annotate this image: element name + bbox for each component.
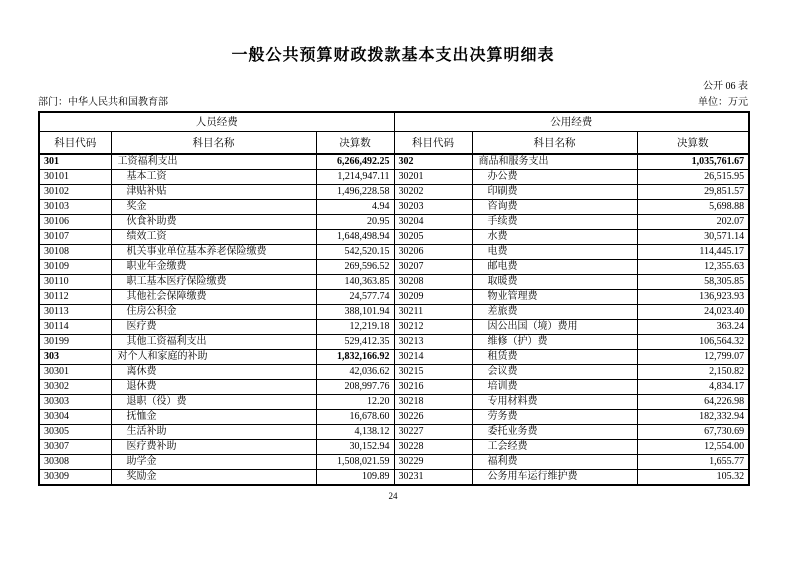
subject-name-header: 科目名称 [111, 131, 316, 154]
final-amount-header: 决算数 [316, 131, 394, 154]
subject-code-cell: 30209 [394, 290, 472, 305]
amount-cell: 106,564.32 [637, 335, 749, 350]
table-row [39, 185, 749, 200]
subject-code-cell: 301 [39, 154, 111, 170]
amount-cell: 26,515.95 [637, 170, 749, 185]
amount-cell: 140,363.85 [316, 275, 394, 290]
subject-name-cell: 培训费 [472, 380, 637, 395]
table-row [39, 440, 749, 455]
subject-name-cell: 基本工资 [111, 170, 316, 185]
subject-name-cell: 医疗费 [111, 320, 316, 335]
subject-name-cell: 取暖费 [472, 275, 637, 290]
subject-code-cell: 30114 [39, 320, 111, 335]
public-expenses-header: 公用经费 [394, 112, 749, 131]
unit-label: 单位：万元 [698, 97, 748, 108]
subject-name-cell: 印刷费 [472, 185, 637, 200]
page-number: 24 [388, 491, 398, 501]
subject-code-header: 科目代码 [394, 131, 472, 154]
subject-name-cell: 维修（护）费 [472, 335, 637, 350]
subject-name-cell: 奖金 [111, 200, 316, 215]
subject-name-cell: 物业管理费 [472, 290, 637, 305]
amount-cell: 208,997.76 [316, 380, 394, 395]
subject-code-cell: 302 [394, 154, 472, 170]
amount-cell: 269,596.52 [316, 260, 394, 275]
amount-cell: 1,035,761.67 [637, 154, 749, 170]
amount-cell: 30,152.94 [316, 440, 394, 455]
table-row [39, 275, 749, 290]
amount-cell: 4.94 [316, 200, 394, 215]
subject-code-cell: 30101 [39, 170, 111, 185]
amount-cell: 12.20 [316, 395, 394, 410]
subject-name-cell: 机关事业单位基本养老保险缴费 [111, 245, 316, 260]
subject-code-header: 科目代码 [39, 131, 111, 154]
subject-name-cell: 抚恤金 [111, 410, 316, 425]
subject-name-cell: 奖励金 [111, 470, 316, 486]
subject-name-cell: 租赁费 [472, 350, 637, 365]
amount-cell: 12,554.00 [637, 440, 749, 455]
subject-code-cell: 30112 [39, 290, 111, 305]
subject-code-cell: 30206 [394, 245, 472, 260]
amount-cell: 20.95 [316, 215, 394, 230]
subject-code-cell: 30308 [39, 455, 111, 470]
table-row [39, 410, 749, 425]
amount-cell: 12,219.18 [316, 320, 394, 335]
subject-code-cell: 30102 [39, 185, 111, 200]
amount-cell: 105.32 [637, 470, 749, 486]
subject-name-cell: 劳务费 [472, 410, 637, 425]
table-body [39, 154, 749, 485]
amount-cell: 24,023.40 [637, 305, 749, 320]
amount-cell: 182,332.94 [637, 410, 749, 425]
subject-name-cell: 邮电费 [472, 260, 637, 275]
amount-cell: 5,698.88 [637, 200, 749, 215]
subject-code-cell: 303 [39, 350, 111, 365]
subject-code-cell: 30205 [394, 230, 472, 245]
subject-name-header: 科目名称 [472, 131, 637, 154]
subject-code-cell: 30110 [39, 275, 111, 290]
subject-name-cell: 水费 [472, 230, 637, 245]
amount-cell: 4,834.17 [637, 380, 749, 395]
column-header-row [39, 131, 749, 154]
subject-name-cell: 咨询费 [472, 200, 637, 215]
amount-cell: 542,520.15 [316, 245, 394, 260]
amount-cell: 16,678.60 [316, 410, 394, 425]
subject-name-cell: 委托业务费 [472, 425, 637, 440]
amount-cell: 1,214,947.11 [316, 170, 394, 185]
subject-name-cell: 对个人和家庭的补助 [111, 350, 316, 365]
subject-name-cell: 电费 [472, 245, 637, 260]
subject-code-cell: 30303 [39, 395, 111, 410]
subject-code-cell: 30229 [394, 455, 472, 470]
subject-code-cell: 30201 [394, 170, 472, 185]
amount-cell: 363.24 [637, 320, 749, 335]
table-row [39, 260, 749, 275]
table-row [39, 215, 749, 230]
amount-cell: 4,138.12 [316, 425, 394, 440]
subject-code-cell: 30103 [39, 200, 111, 215]
table-row [39, 395, 749, 410]
subject-name-cell: 绩效工资 [111, 230, 316, 245]
amount-cell: 12,355.63 [637, 260, 749, 275]
subject-name-cell: 差旅费 [472, 305, 637, 320]
subject-code-cell: 30199 [39, 335, 111, 350]
table-row [39, 320, 749, 335]
subject-name-cell: 退职（役）费 [111, 395, 316, 410]
amount-cell: 64,226.98 [637, 395, 749, 410]
amount-cell: 58,305.85 [637, 275, 749, 290]
page-title: 一般公共预算财政拨款基本支出决算明细表 [231, 47, 555, 64]
budget-table [38, 111, 750, 486]
subject-name-cell: 职业年金缴费 [111, 260, 316, 275]
table-row [39, 154, 749, 170]
table-row [39, 290, 749, 305]
table-row [39, 350, 749, 365]
amount-cell: 29,851.57 [637, 185, 749, 200]
table-row [39, 470, 749, 486]
subject-name-cell: 专用材料费 [472, 395, 637, 410]
amount-cell: 24,577.74 [316, 290, 394, 305]
amount-cell: 1,508,021.59 [316, 455, 394, 470]
amount-cell: 30,571.14 [637, 230, 749, 245]
amount-cell: 2,150.82 [637, 365, 749, 380]
subject-name-cell: 退休费 [111, 380, 316, 395]
form-number: 公开 06 表 [703, 81, 748, 92]
amount-cell: 42,036.62 [316, 365, 394, 380]
amount-cell: 136,923.93 [637, 290, 749, 305]
subject-code-cell: 30107 [39, 230, 111, 245]
subject-name-cell: 会议费 [472, 365, 637, 380]
subject-code-cell: 30214 [394, 350, 472, 365]
subject-code-cell: 30211 [394, 305, 472, 320]
subject-code-cell: 30204 [394, 215, 472, 230]
subject-code-cell: 30207 [394, 260, 472, 275]
amount-cell: 1,648,498.94 [316, 230, 394, 245]
subject-code-cell: 30203 [394, 200, 472, 215]
subject-code-cell: 30227 [394, 425, 472, 440]
meta-line [38, 96, 748, 109]
personnel-expenses-header: 人员经费 [39, 112, 394, 131]
table-row [39, 365, 749, 380]
subject-code-cell: 30228 [394, 440, 472, 455]
subject-name-cell: 手续费 [472, 215, 637, 230]
subject-code-cell: 30113 [39, 305, 111, 320]
amount-cell: 114,445.17 [637, 245, 749, 260]
subject-code-cell: 30202 [394, 185, 472, 200]
subject-name-cell: 助学金 [111, 455, 316, 470]
amount-cell: 1,832,166.92 [316, 350, 394, 365]
amount-cell: 202.07 [637, 215, 749, 230]
department-label: 部门：中华人民共和国教育部 [38, 97, 168, 108]
subject-name-cell: 职工基本医疗保险缴费 [111, 275, 316, 290]
subject-code-cell: 30108 [39, 245, 111, 260]
table-row [39, 335, 749, 350]
subject-code-cell: 30302 [39, 380, 111, 395]
subject-name-cell: 其他社会保障缴费 [111, 290, 316, 305]
subject-name-cell: 商品和服务支出 [472, 154, 637, 170]
table-row [39, 200, 749, 215]
subject-code-cell: 30309 [39, 470, 111, 486]
subject-code-cell: 30212 [394, 320, 472, 335]
subject-code-cell: 30301 [39, 365, 111, 380]
table-header [39, 112, 749, 154]
amount-cell: 529,412.35 [316, 335, 394, 350]
table-row [39, 455, 749, 470]
subject-name-cell: 津贴补贴 [111, 185, 316, 200]
amount-cell: 1,655.77 [637, 455, 749, 470]
table-row [39, 380, 749, 395]
subject-code-cell: 30215 [394, 365, 472, 380]
group-header-row [39, 112, 749, 131]
subject-name-cell: 住房公积金 [111, 305, 316, 320]
amount-cell: 388,101.94 [316, 305, 394, 320]
subject-code-cell: 30213 [394, 335, 472, 350]
subject-name-cell: 工会经费 [472, 440, 637, 455]
subject-name-cell: 医疗费补助 [111, 440, 316, 455]
subject-code-cell: 30109 [39, 260, 111, 275]
subject-code-cell: 30231 [394, 470, 472, 486]
table-row [39, 425, 749, 440]
subject-name-cell: 离休费 [111, 365, 316, 380]
subject-code-cell: 30305 [39, 425, 111, 440]
subject-name-cell: 工资福利支出 [111, 154, 316, 170]
subject-name-cell: 因公出国（境）费用 [472, 320, 637, 335]
amount-cell: 109.89 [316, 470, 394, 486]
subject-code-cell: 30218 [394, 395, 472, 410]
amount-cell: 12,799.07 [637, 350, 749, 365]
document-content [38, 46, 748, 501]
amount-cell: 67,730.69 [637, 425, 749, 440]
final-amount-header: 决算数 [637, 131, 749, 154]
subject-code-cell: 30307 [39, 440, 111, 455]
subject-name-cell: 福利费 [472, 455, 637, 470]
subject-name-cell: 其他工资福利支出 [111, 335, 316, 350]
subject-code-cell: 30106 [39, 215, 111, 230]
subject-name-cell: 办公费 [472, 170, 637, 185]
subject-name-cell: 公务用车运行维护费 [472, 470, 637, 486]
amount-cell: 6,266,492.25 [316, 154, 394, 170]
subject-code-cell: 30216 [394, 380, 472, 395]
table-row [39, 230, 749, 245]
subject-code-cell: 30208 [394, 275, 472, 290]
subject-name-cell: 生活补助 [111, 425, 316, 440]
subject-name-cell: 伙食补助费 [111, 215, 316, 230]
subject-code-cell: 30226 [394, 410, 472, 425]
amount-cell: 1,496,228.58 [316, 185, 394, 200]
table-row [39, 245, 749, 260]
subject-code-cell: 30304 [39, 410, 111, 425]
table-row [39, 170, 749, 185]
table-row [39, 305, 749, 320]
